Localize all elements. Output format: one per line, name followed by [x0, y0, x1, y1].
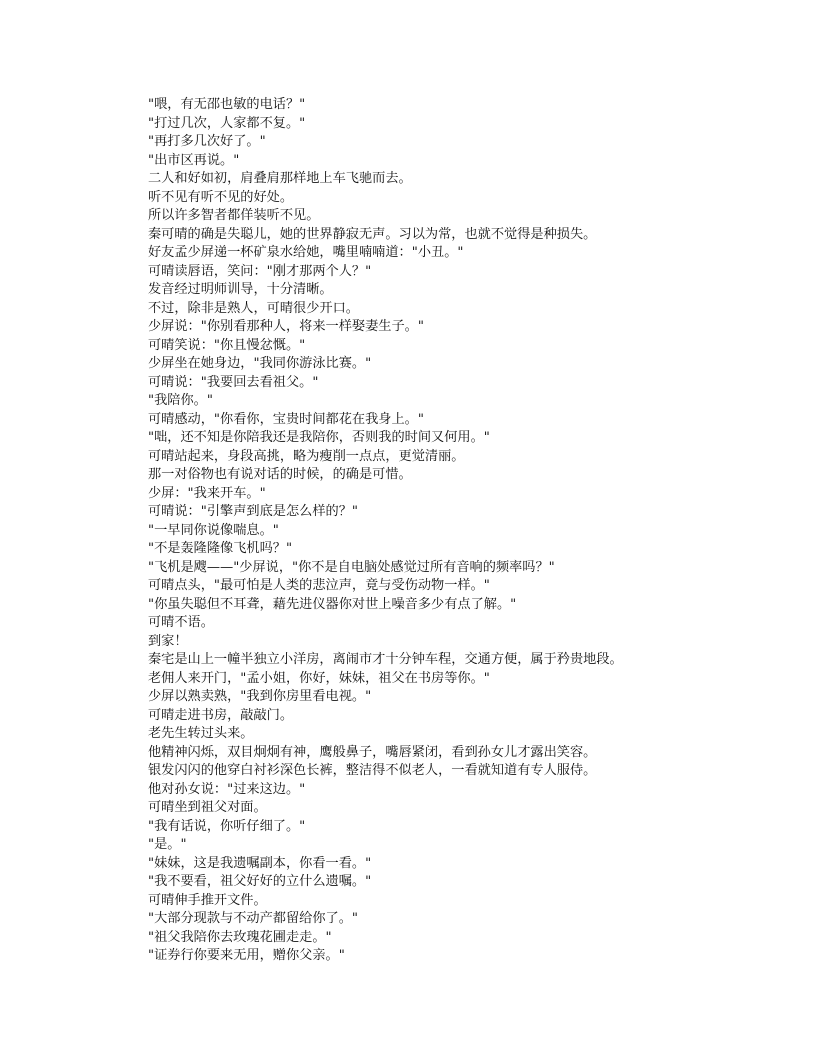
text-line: 可晴说："引擎声到底是怎么样的？" — [148, 504, 358, 519]
text-line: 可晴点头，"最可怕是人类的悲泣声，竟与受伤动物一样。" — [148, 578, 490, 593]
text-line: "我有话说，你听仔细了。" — [148, 818, 306, 834]
text-line: 不过，除非是熟人，可晴很少开口。 — [148, 300, 359, 316]
text-line: "我陪你。" — [148, 393, 213, 408]
text-line: "出市区再说。" — [148, 152, 240, 168]
text-line: "妹妹，这是我遗嘱副本，你看一看。" — [148, 855, 372, 871]
text-line: "再打多几次好了。" — [148, 134, 266, 149]
text-line: 可晴说："我要回去看祖父。" — [148, 374, 319, 390]
text-line: 少屏说："你别看那种人，将来一样娶妻生子。" — [148, 319, 424, 334]
text-line: "咄，还不知是你陪我还是我陪你，否则我的时间又何用。" — [148, 430, 490, 445]
text-line: 老佣人来开门，"孟小姐，你好，妹妹，祖父在书房等你。" — [148, 670, 490, 686]
text-line: 可晴读唇语，笑问："刚才那两个人？" — [148, 263, 372, 279]
text-line: "打过几次，人家都不复。" — [148, 115, 306, 131]
text-line: 少屏坐在她身边，"我同你游泳比赛。" — [148, 356, 372, 371]
text-line: 二人和好如初，肩叠肩那样地上车飞驰而去。 — [148, 171, 412, 186]
text-line: 秦宅是山上一幢半独立小洋房，离闹市才十分钟车程，交通方便，属于矜贵地段。 — [148, 652, 623, 667]
text-line: 可晴伸手推开文件。 — [148, 892, 267, 908]
text-line: 少屏："我来开车。" — [148, 485, 266, 501]
text-line: "喂，有无邵也敏的电话？" — [148, 97, 306, 112]
text-line: 秦可晴的确是失聪儿，她的世界静寂无声。习以为常，也就不觉得是种损失。 — [148, 226, 597, 242]
document-page — [148, 96, 808, 966]
text-line: 好友孟少屏递一杯矿泉水给她，嘴里喃喃道："小丑。" — [148, 245, 464, 260]
text-line: 发音经过明师训导，十分清晰。 — [148, 282, 333, 297]
text-line: 到家！ — [148, 633, 188, 649]
text-line: "证券行你要来无用，赠你父亲。" — [148, 948, 345, 963]
text-line: 少屏以熟卖熟，"我到你房里看电视。" — [148, 689, 372, 704]
text-line: 听不见有听不见的好处。 — [148, 189, 294, 205]
text-line: "是。" — [148, 837, 187, 852]
text-line: 可晴站起来，身段高挑，略为瘦削一点点，更觉清丽。 — [148, 448, 465, 464]
text-line: 银发闪闪的他穿白衬衫深色长裤，整洁得不似老人，一看就知道有专人服侍。 — [148, 763, 597, 778]
text-line: "祖父我陪你去玫瑰花圃走走。" — [148, 929, 332, 945]
text-line: "你虽失聪但不耳聋，藉先进仪器你对世上噪音多少有点了解。" — [148, 596, 517, 612]
text-line: "一早同你说像喘息。" — [148, 522, 279, 538]
text-line: 可晴走进书房，敲敲门。 — [148, 707, 294, 723]
text-line: "大部分现款与不动产都留给你了。" — [148, 911, 358, 926]
text-line: "不是轰隆隆像飞机吗？" — [148, 541, 293, 556]
text-line: 所以许多智者都佯装听不见。 — [148, 208, 320, 223]
text-line: 那一对俗物也有说对话的时候，的确是可惜。 — [148, 467, 412, 482]
text-line: 可晴坐到祖父对面。 — [148, 800, 267, 815]
text-line: 老先生转过头来。 — [148, 726, 254, 741]
text-line: 可晴笑说："你且慢忿慨。" — [148, 337, 306, 353]
text-line: "我不要看，祖父好好的立什么遗嘱。" — [148, 874, 372, 889]
text-line: 可晴感动，"你看你，宝贵时间都花在我身上。" — [148, 411, 424, 427]
text-line: 他精神闪烁，双目炯炯有神，鹰般鼻子，嘴唇紧闭，看到孙女儿才露出笑容。 — [148, 744, 597, 760]
text-line: "飞机是飕——"少屏说，"你不是自电脑处感觉过所有音响的频率吗？" — [148, 559, 555, 575]
text-line: 他对孙女说："过来这边。" — [148, 781, 306, 797]
text-line: 可晴不语。 — [148, 615, 214, 630]
